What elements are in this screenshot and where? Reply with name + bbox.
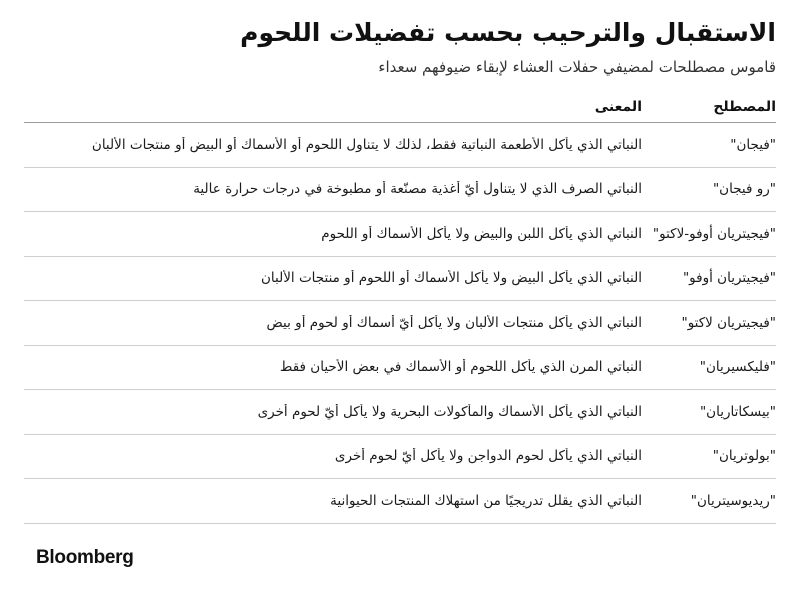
meaning-cell: النباتي الذي يأكل لحوم الدواجن ولا يأكل أيّ لحوم أخرى <box>334 448 642 465</box>
term-cell: "فيجيتريان أوفو-لاكتو" <box>652 225 776 242</box>
meaning-cell: النباتي الذي يقلل تدريجيًا من استهلاك المنتجات الحيوانية <box>330 492 642 509</box>
meaning-cell: النباتي الذي يأكل منتجات الألبان ولا يأكل أيّ أسماك أو لحوم أو بيض <box>266 314 642 331</box>
glossary-table <box>24 92 776 524</box>
table-header <box>24 92 776 123</box>
table-row <box>24 168 776 213</box>
term-cell: "فيجيتريان لاكتو" <box>681 314 776 331</box>
table-row <box>24 390 776 435</box>
table-row <box>24 301 776 346</box>
term-cell: "فيجان" <box>730 136 776 153</box>
bloomberg-logo: Bloomberg <box>36 547 134 568</box>
meaning-cell: النباتي الذي يأكل الأسماك والمأكولات البحرية ولا يأكل أيّ لحوم أخرى <box>257 403 642 420</box>
meaning-cell: النباتي الذي يأكل الأطعمة النباتية فقط، لذلك لا يتناول اللحوم أو الأسماك أو البيض أو منتجات الألبان <box>91 136 642 153</box>
page-subtitle: قاموس مصطلحات لمضيفي حفلات العشاء لإبقاء ضيوفهم سعداء <box>378 58 776 76</box>
meaning-cell: النباتي الذي يأكل البيض ولا يأكل الأسماك أو اللحوم أو منتجات الألبان <box>261 270 642 287</box>
term-cell: "فيجيتريان أوفو" <box>682 270 776 287</box>
table-row <box>24 257 776 302</box>
table-row <box>24 479 776 524</box>
table-row <box>24 435 776 480</box>
table-row <box>24 212 776 257</box>
meaning-cell: النباتي الصرف الذي لا يتناول أيّ أغذية مصنّعة أو مطبوخة في درجات حرارة عالية <box>193 181 642 198</box>
header-term: المصطلح <box>713 99 776 115</box>
table-row <box>24 123 776 168</box>
meaning-cell: النباتي الذي يأكل اللبن والبيض ولا يأكل الأسماك أو اللحوم <box>321 225 642 242</box>
term-cell: "بيسكاتاريان" <box>699 403 776 420</box>
meaning-cell: النباتي المرن الذي يأكل اللحوم أو الأسماك في بعض الأحيان فقط <box>279 359 642 376</box>
header-meaning: المعنى <box>594 99 642 115</box>
term-cell: "رو فيجان" <box>712 181 776 198</box>
term-cell: "ريديوسيتريان" <box>690 492 776 509</box>
term-cell: "بولوتريان" <box>712 448 776 465</box>
table-row <box>24 346 776 391</box>
page-title: الاستقبال والترحيب بحسب تفضيلات اللحوم <box>240 18 776 47</box>
term-cell: "فليكسيريان" <box>699 359 776 376</box>
